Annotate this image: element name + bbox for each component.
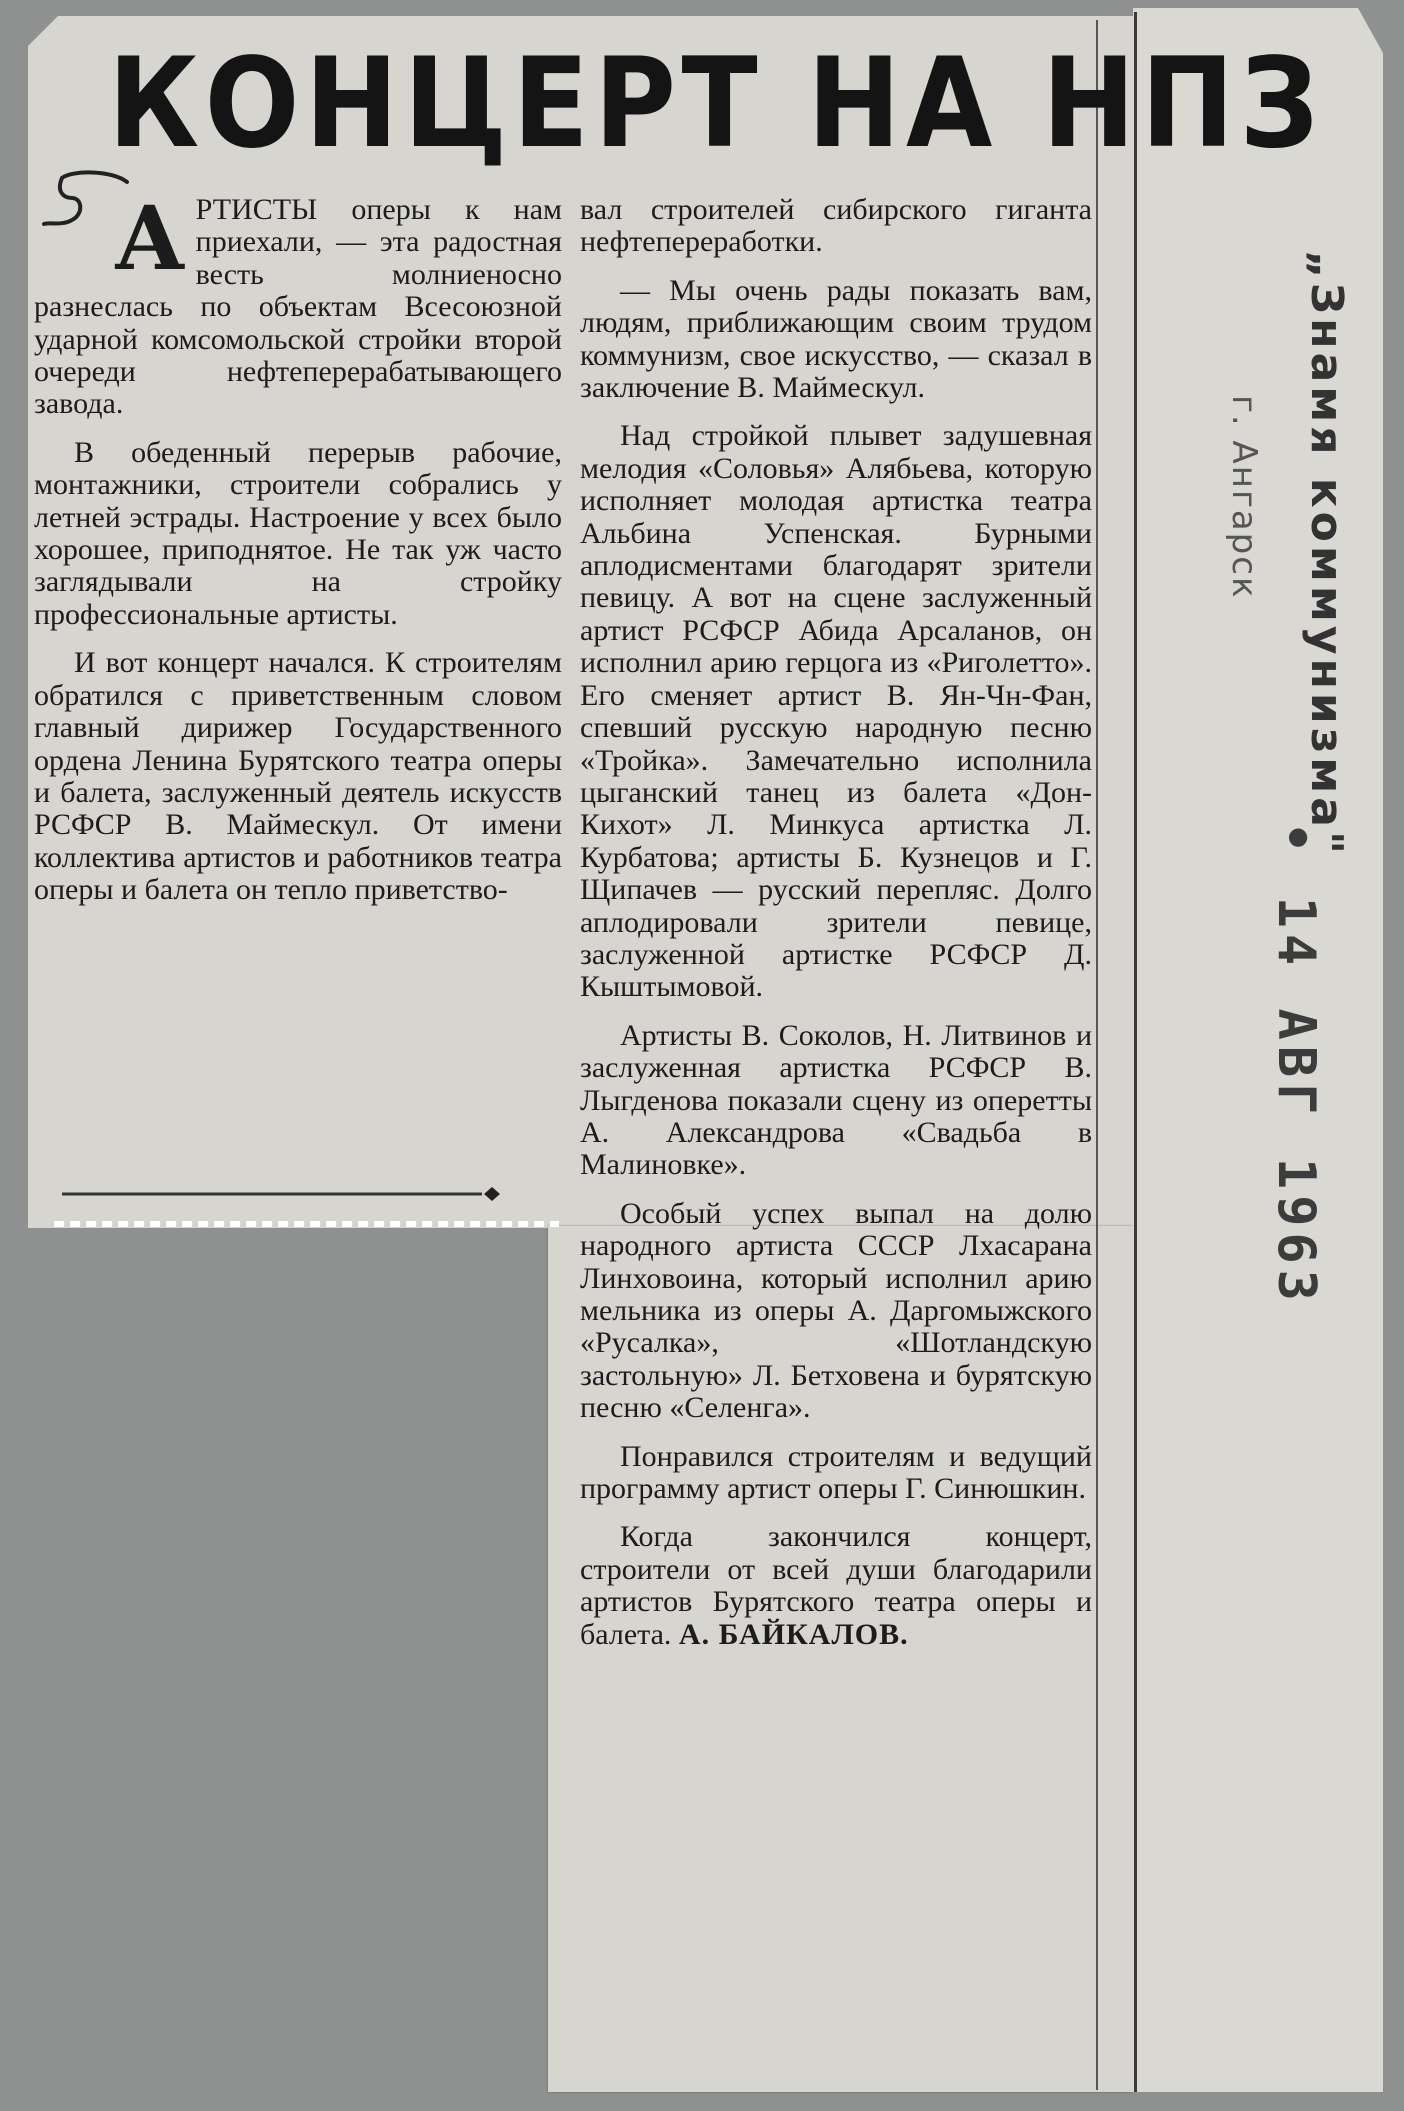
column-end-rule <box>62 1185 502 1201</box>
article-headline: КОНЦЕРТ НА НПЗ <box>108 32 1325 176</box>
paragraph-lunch-break: В обеденный перерыв рабочие, монтажники, строители собрались у летней эстрады. Настроение у всех было хорошее, приподнятое. Не так уж часто заглядывали на стройку профессиональные артисты. <box>34 435 562 631</box>
paragraph-performers: Над стройкой плывет задушевная мелодия «Соловья» Алябьева, которую исполняет молодая артистка театра Альбина Успенская. Бурными аплодисментами благодарят зрители певицу. А вот на сцене заслуженный артист РСФСР Абида Арсаланов, он исполнил арию герцога из «Риголетто». Его сменяет артист В. Ян-Чн-Фан, спевший русскую народную песню «Тройка». Замечательно исполнила цыганский танец из балета «Дон-Кихот» Л. Минкуса артистка Л. Курбатова; артисты Б. Кузнецов и Г. Щипачев — русский перепляс. Долго аплодировали зрители певице, заслуженной артистке РСФСР Д. Кыштымовой. <box>580 419 1092 1004</box>
lead-text: РТИСТЫ оперы к нам приехали, — эта радостная весть молниеносно разнеслась по объектам Всесоюзной ударной комсомольской стройки второй очереди нефтеперерабатывающего завода. <box>34 193 562 421</box>
author-signature: А. БАЙКАЛОВ. <box>678 1617 909 1651</box>
closing-text: Когда закончился концерт, строители от всей души благодарили артистов Бурятского театра оперы и балета. <box>580 1520 1092 1651</box>
paragraph-host: Понравился строителям и ведущий программу артист оперы Г. Синюшкин. <box>580 1439 1092 1506</box>
drop-cap: А <box>114 186 186 290</box>
perforated-edge-icon <box>54 1219 559 1229</box>
paragraph-quote: — Мы очень рады показать вам, людям, приближающим своим трудом коммунизм, свое искусство, — сказал в заключение В. Маймескул. <box>580 273 1092 405</box>
lead-paragraph <box>34 186 562 421</box>
paragraph-greeting-end: вал строителей сибирского гиганта нефтепереработки. <box>580 193 1092 259</box>
fold-line <box>1134 12 1137 2092</box>
paragraph-concert-start: И вот концерт начался. К строителям обратился с приветственным словом главный дирижер Государственного ордена Ленина Бурятского театра оперы и балета, заслуженный деятель искусств РСФСР В. Маймескул. От имени коллектива артистов и работников театра оперы и балета он тепло приветство- <box>34 646 562 907</box>
article-column-right <box>580 194 1092 1667</box>
paragraph-special-success: Особый успех выпал на долю народного артиста СССР Лхасарана Линховоина, который исполнил арию мельника из оперы А. Даргомыжского «Русалка», «Шотландскую застольную» Л. Бетховена и бурятскую песню «Селенга». <box>580 1196 1092 1425</box>
paragraph-operetta: Артисты В. Соколов, Н. Литвинов и заслуженная артистка РСФСР В. Лыгденова показали сцену из оперетты А. Александрова «Свадьба в Малиновке». <box>580 1018 1092 1182</box>
article-column-left <box>34 186 562 923</box>
paragraph-closing <box>580 1521 1092 1651</box>
newspaper-name-stamp: „Знамя коммунизма" <box>1301 250 1352 858</box>
column-rule <box>1096 20 1098 2090</box>
date-stamp: • 14 АВГ 1963 <box>1266 822 1326 1307</box>
city-stamp: г. Ангарск <box>1224 395 1264 600</box>
